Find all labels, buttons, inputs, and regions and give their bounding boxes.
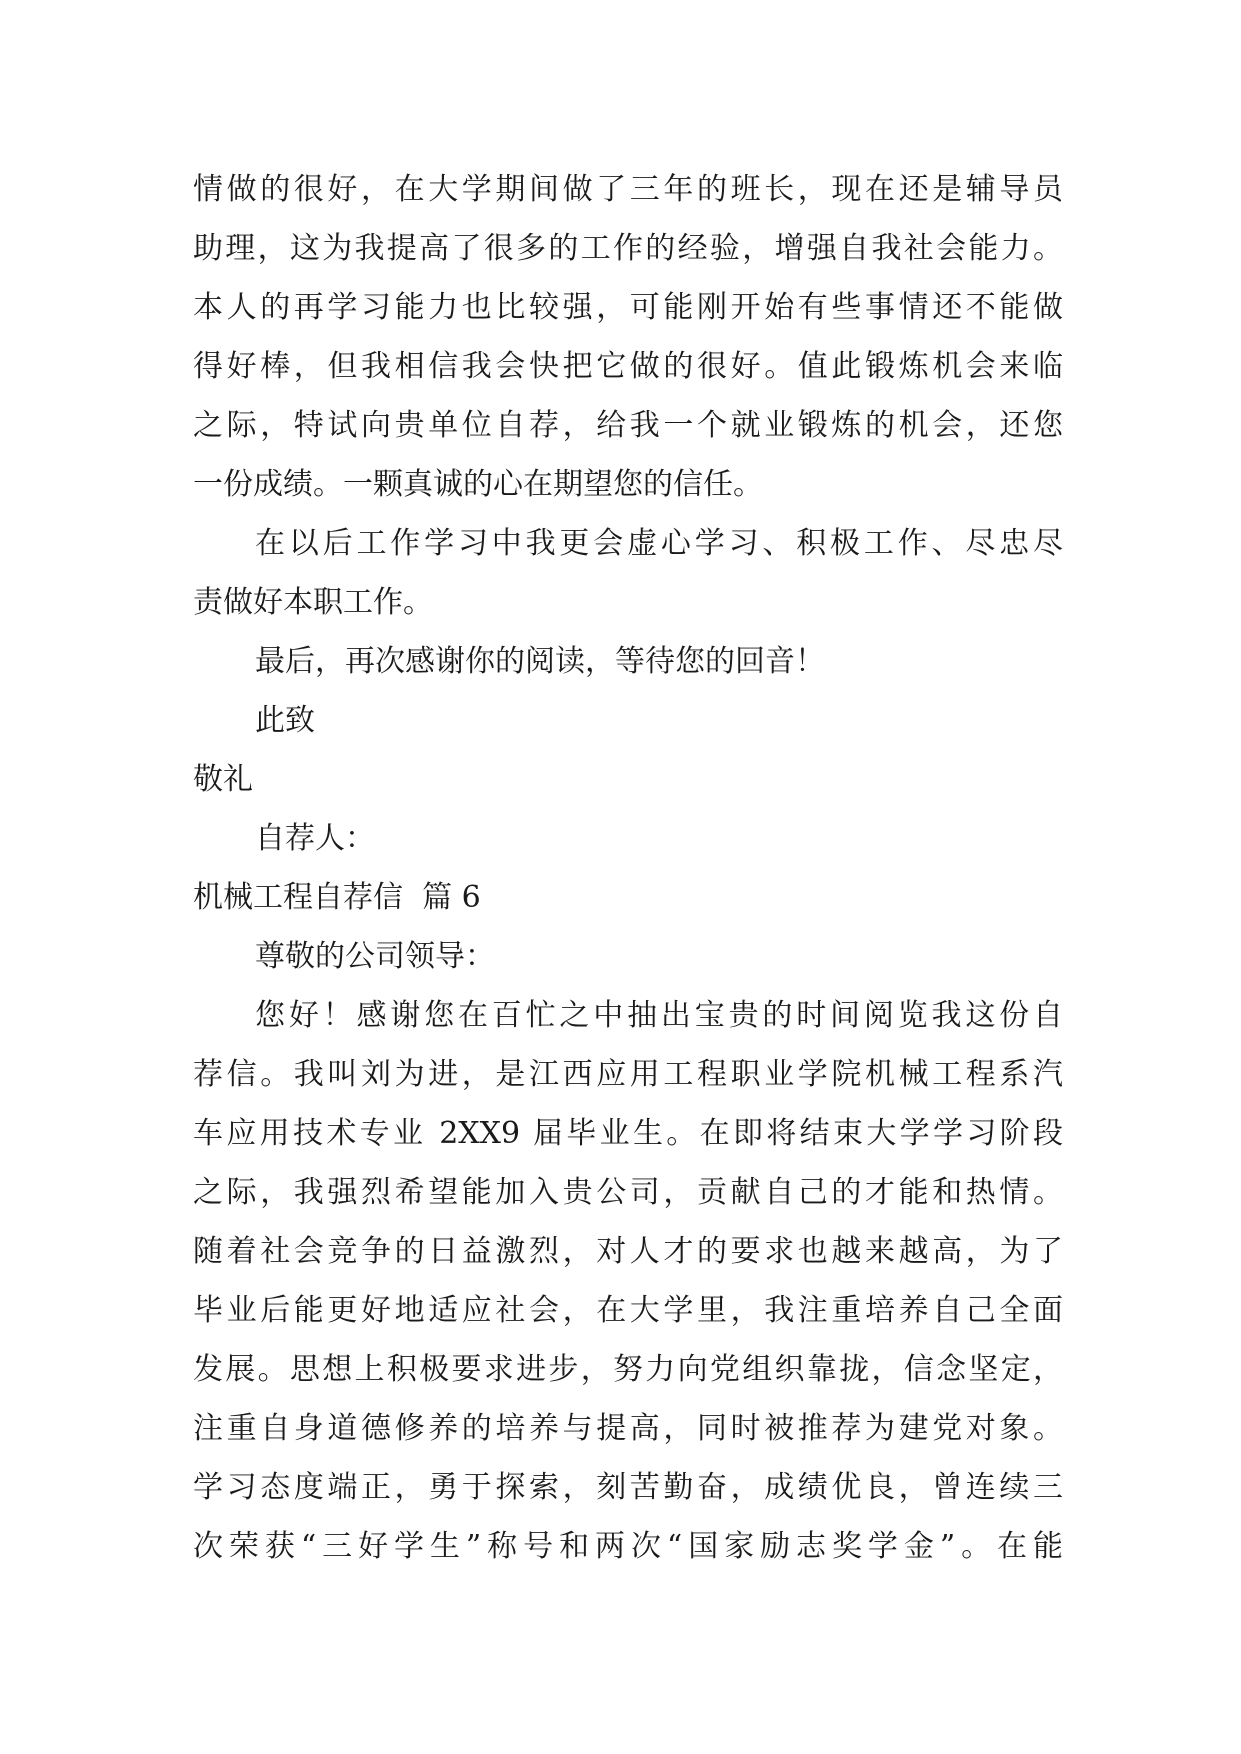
text-line: 注重自身道德修养的培养与提高，同时被推荐为建党对象。 (193, 1411, 1063, 1446)
text-line: 之际，特试向贵单位自荐，给我一个就业锻炼的机会，还您 (193, 408, 1063, 443)
salutation-cizhi: 此致 (255, 703, 315, 738)
text-line: 学习态度端正，勇于探索，刻苦勤奋，成绩优良，曾连续三 (193, 1470, 1063, 1505)
text-line: 随着社会竞争的日益激烈，对人才的要求也越来越高，为了 (193, 1234, 1063, 1269)
paragraph-start: 您好！感谢您在百忙之中抽出宝贵的时间阅览我这份自 (255, 998, 1063, 1033)
text-line: 助理，这为我提高了很多的工作的经验，增强自我社会能力。 (193, 231, 1063, 266)
text-line: 荐信。我叫刘为进，是江西应用工程职业学院机械工程系汽 (193, 1057, 1063, 1092)
paragraph-start: 在以后工作学习中我更会虚心学习、积极工作、尽忠尽 (255, 526, 1063, 561)
text-line: 之际，我强烈希望能加入贵公司，贡献自己的才能和热情。 (193, 1175, 1063, 1210)
text-line: 一份成绩。一颗真诚的心在期望您的信任。 (193, 467, 763, 502)
salutation-jingli: 敬礼 (193, 762, 253, 797)
greeting: 尊敬的公司领导： (255, 939, 495, 974)
letter-body (193, 160, 1063, 1576)
text-line: 得好棒，但我相信我会快把它做的很好。值此锻炼机会来临 (193, 349, 1063, 384)
closing-line: 最后，再次感谢你的阅读，等待您的回音！ (255, 644, 825, 679)
text-line: 车应用技术专业 2XX9 届毕业生。在即将结束大学学习阶段 (193, 1116, 1063, 1151)
text-line: 本人的再学习能力也比较强，可能刚开始有些事情还不能做 (193, 290, 1063, 325)
text-line: 责做好本职工作。 (193, 585, 433, 620)
text-line: 次荣获“三好学生”称号和两次“国家励志奖学金”。在能 (193, 1529, 1063, 1564)
text-line: 情做的很好，在大学期间做了三年的班长，现在还是辅导员 (193, 172, 1063, 207)
text-line: 发展。思想上积极要求进步，努力向党组织靠拢，信念坚定， (193, 1352, 1063, 1387)
section-heading: 机械工程自荐信 篇 6 (193, 880, 481, 915)
signature-label: 自荐人： (255, 821, 375, 856)
text-line: 毕业后能更好地适应社会，在大学里，我注重培养自己全面 (193, 1293, 1063, 1328)
